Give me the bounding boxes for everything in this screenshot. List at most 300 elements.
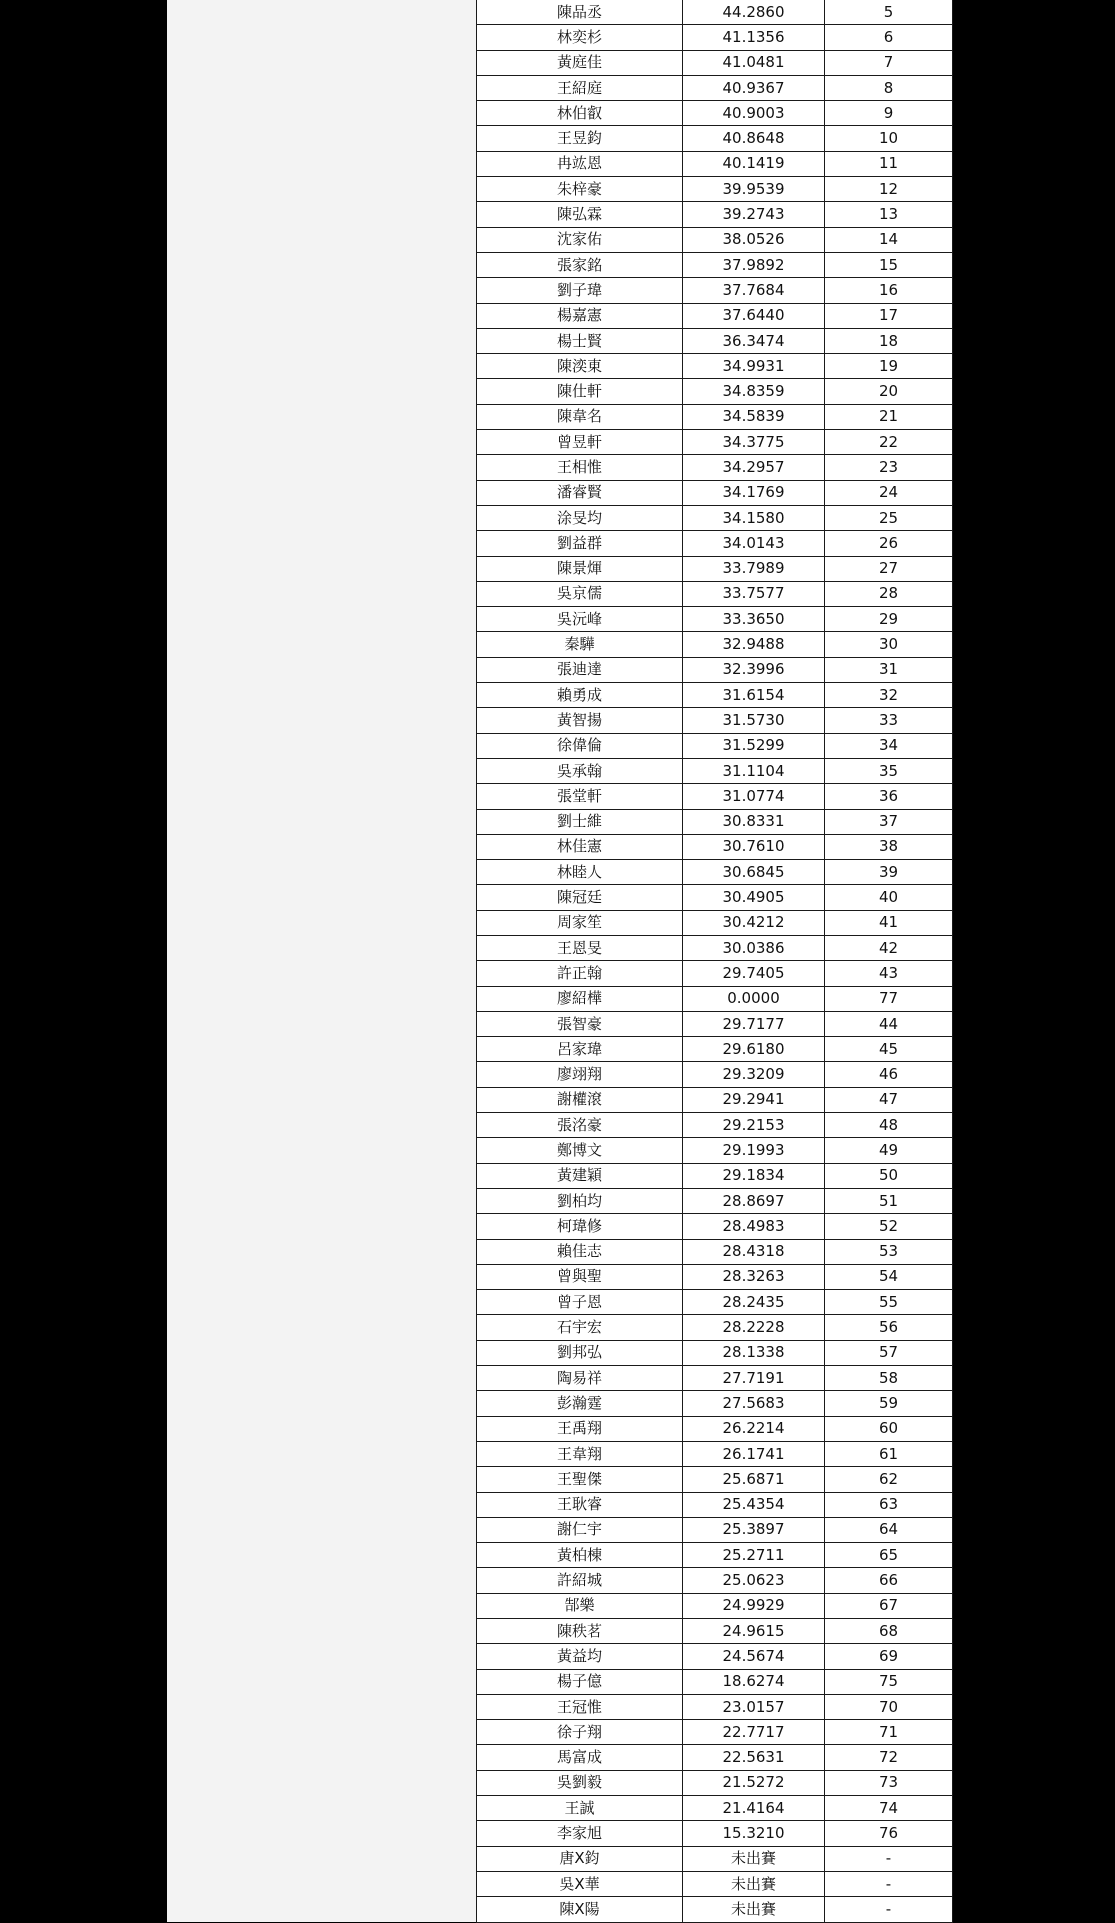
player-name-cell: 曾子恩 <box>477 1290 683 1315</box>
rank-cell: 43 <box>825 961 953 986</box>
rank-cell: 36 <box>825 784 953 809</box>
player-name-cell: 李家旭 <box>477 1821 683 1846</box>
table-row <box>477 1720 953 1745</box>
rank-cell: 58 <box>825 1366 953 1391</box>
player-name-cell: 劉邦弘 <box>477 1340 683 1365</box>
rank-cell: 23 <box>825 455 953 480</box>
rank-cell: 32 <box>825 683 953 708</box>
score-cell: 34.1769 <box>683 480 825 505</box>
player-name-cell: 陳秩茗 <box>477 1619 683 1644</box>
player-name-cell: 林睦人 <box>477 860 683 885</box>
score-cell: 44.2860 <box>683 0 825 25</box>
table-row <box>477 1239 953 1264</box>
table-row <box>477 885 953 910</box>
player-name-cell: 陳景煇 <box>477 556 683 581</box>
score-cell: 28.2435 <box>683 1290 825 1315</box>
table-row <box>477 1821 953 1846</box>
rank-cell: 18 <box>825 328 953 353</box>
table-row <box>477 101 953 126</box>
player-name-cell: 劉士維 <box>477 809 683 834</box>
player-name-cell: 陳湙東 <box>477 354 683 379</box>
table-row <box>477 834 953 859</box>
table-row <box>477 784 953 809</box>
score-cell: 34.2957 <box>683 455 825 480</box>
table-row <box>477 1593 953 1618</box>
rank-cell: 33 <box>825 708 953 733</box>
player-name-cell: 周家笙 <box>477 910 683 935</box>
score-cell: 15.3210 <box>683 1821 825 1846</box>
table-row <box>477 1568 953 1593</box>
rank-cell: 65 <box>825 1543 953 1568</box>
table-row <box>477 1290 953 1315</box>
rank-cell: 63 <box>825 1492 953 1517</box>
score-cell: 25.3897 <box>683 1517 825 1542</box>
table-row <box>477 177 953 202</box>
rank-cell: 40 <box>825 885 953 910</box>
rank-cell: 59 <box>825 1391 953 1416</box>
rank-cell: 30 <box>825 632 953 657</box>
rank-cell: 25 <box>825 505 953 530</box>
rank-cell: 66 <box>825 1568 953 1593</box>
table-row <box>477 1669 953 1694</box>
table-row <box>477 1492 953 1517</box>
score-cell: 26.2214 <box>683 1416 825 1441</box>
table-row <box>477 860 953 885</box>
score-cell: 32.9488 <box>683 632 825 657</box>
table-row <box>477 581 953 606</box>
table-row <box>477 1796 953 1821</box>
rank-cell: 76 <box>825 1821 953 1846</box>
player-name-cell: 賴勇成 <box>477 683 683 708</box>
rank-cell: 68 <box>825 1619 953 1644</box>
player-name-cell: 潘睿賢 <box>477 480 683 505</box>
table-row <box>477 1391 953 1416</box>
player-name-cell: 張家銘 <box>477 252 683 277</box>
table-row <box>477 1871 953 1896</box>
player-name-cell: 黃建穎 <box>477 1163 683 1188</box>
score-cell: 31.1104 <box>683 758 825 783</box>
player-name-cell: 楊士賢 <box>477 328 683 353</box>
rank-cell: 42 <box>825 935 953 960</box>
score-cell: 25.2711 <box>683 1543 825 1568</box>
rank-cell: 7 <box>825 50 953 75</box>
score-cell: 28.4318 <box>683 1239 825 1264</box>
rank-cell: 35 <box>825 758 953 783</box>
player-name-cell: 陳弘霖 <box>477 202 683 227</box>
rank-cell: - <box>825 1846 953 1871</box>
player-name-cell: 黃益均 <box>477 1644 683 1669</box>
table-row <box>477 252 953 277</box>
rank-cell: 49 <box>825 1138 953 1163</box>
rank-cell: 74 <box>825 1796 953 1821</box>
table-row <box>477 379 953 404</box>
player-name-cell: 劉柏均 <box>477 1188 683 1213</box>
score-cell: 33.7577 <box>683 581 825 606</box>
score-cell: 37.7684 <box>683 278 825 303</box>
score-cell: 29.3209 <box>683 1062 825 1087</box>
player-name-cell: 張迪達 <box>477 657 683 682</box>
rank-cell: 16 <box>825 278 953 303</box>
rank-cell: 50 <box>825 1163 953 1188</box>
score-cell: 23.0157 <box>683 1694 825 1719</box>
player-name-cell: 王韋翔 <box>477 1441 683 1466</box>
table-row <box>477 126 953 151</box>
score-cell: 28.8697 <box>683 1188 825 1213</box>
score-cell: 34.0143 <box>683 531 825 556</box>
table-row <box>477 278 953 303</box>
table-body <box>477 0 953 1922</box>
score-cell: 28.2228 <box>683 1315 825 1340</box>
score-cell: 30.8331 <box>683 809 825 834</box>
table-row <box>477 683 953 708</box>
table-row <box>477 1770 953 1795</box>
player-name-cell: 陳冠廷 <box>477 885 683 910</box>
table-row <box>477 758 953 783</box>
player-name-cell: 冉竑恩 <box>477 151 683 176</box>
rank-cell: 6 <box>825 25 953 50</box>
score-cell: 21.5272 <box>683 1770 825 1795</box>
score-cell: 29.1834 <box>683 1163 825 1188</box>
table-row <box>477 505 953 530</box>
player-name-cell: 吳劉毅 <box>477 1770 683 1795</box>
score-cell: 32.3996 <box>683 657 825 682</box>
rank-cell: 9 <box>825 101 953 126</box>
player-name-cell: 許紹城 <box>477 1568 683 1593</box>
rank-cell: 72 <box>825 1745 953 1770</box>
score-cell: 29.2153 <box>683 1113 825 1138</box>
score-cell: 30.0386 <box>683 935 825 960</box>
score-cell: 34.5839 <box>683 404 825 429</box>
player-name-cell: 林佳憲 <box>477 834 683 859</box>
table-row <box>477 733 953 758</box>
score-cell: 29.6180 <box>683 1037 825 1062</box>
table-row <box>477 1897 953 1922</box>
table-row <box>477 50 953 75</box>
player-name-cell: 王耿睿 <box>477 1492 683 1517</box>
player-name-cell: 楊子億 <box>477 1669 683 1694</box>
rank-cell: 57 <box>825 1340 953 1365</box>
score-cell: 40.9367 <box>683 75 825 100</box>
table-row <box>477 151 953 176</box>
player-name-cell: 彭瀚霆 <box>477 1391 683 1416</box>
table-row <box>477 1087 953 1112</box>
score-cell: 30.6845 <box>683 860 825 885</box>
rank-cell: 54 <box>825 1264 953 1289</box>
rank-cell: 70 <box>825 1694 953 1719</box>
table-row <box>477 607 953 632</box>
rank-cell: 31 <box>825 657 953 682</box>
table-row <box>477 961 953 986</box>
score-cell: 40.8648 <box>683 126 825 151</box>
table-row <box>477 986 953 1011</box>
player-name-cell: 呂家瑋 <box>477 1037 683 1062</box>
score-cell: 24.9929 <box>683 1593 825 1618</box>
player-name-cell: 張智豪 <box>477 1011 683 1036</box>
player-name-cell: 黃智揚 <box>477 708 683 733</box>
score-cell: 34.3775 <box>683 430 825 455</box>
player-name-cell: 吳承翰 <box>477 758 683 783</box>
rank-cell: 64 <box>825 1517 953 1542</box>
score-cell: 29.1993 <box>683 1138 825 1163</box>
table-row <box>477 1694 953 1719</box>
table-row <box>477 1366 953 1391</box>
score-cell: 41.1356 <box>683 25 825 50</box>
table-row <box>477 1113 953 1138</box>
rank-cell: 10 <box>825 126 953 151</box>
score-cell: 0.0000 <box>683 986 825 1011</box>
rank-cell: - <box>825 1897 953 1922</box>
rank-cell: 52 <box>825 1214 953 1239</box>
score-cell: 30.4905 <box>683 885 825 910</box>
score-cell: 33.3650 <box>683 607 825 632</box>
rank-cell: 24 <box>825 480 953 505</box>
table-row <box>477 1619 953 1644</box>
score-cell: 40.9003 <box>683 101 825 126</box>
rank-cell: 53 <box>825 1239 953 1264</box>
table-row <box>477 404 953 429</box>
player-name-cell: 王禹翔 <box>477 1416 683 1441</box>
player-name-cell: 石宇宏 <box>477 1315 683 1340</box>
score-cell: 37.9892 <box>683 252 825 277</box>
rank-cell: 77 <box>825 986 953 1011</box>
player-name-cell: 謝權滾 <box>477 1087 683 1112</box>
score-cell: 29.7405 <box>683 961 825 986</box>
table-row <box>477 632 953 657</box>
rank-cell: 5 <box>825 0 953 25</box>
score-cell: 34.9931 <box>683 354 825 379</box>
score-cell: 37.6440 <box>683 303 825 328</box>
rank-cell: 13 <box>825 202 953 227</box>
table-row <box>477 328 953 353</box>
player-name-cell: 廖紹樺 <box>477 986 683 1011</box>
player-name-cell: 唐X鈞 <box>477 1846 683 1871</box>
score-cell: 24.5674 <box>683 1644 825 1669</box>
player-name-cell: 王恩旻 <box>477 935 683 960</box>
score-cell: 39.9539 <box>683 177 825 202</box>
player-name-cell: 王昱鈞 <box>477 126 683 151</box>
score-cell: 28.4983 <box>683 1214 825 1239</box>
table-row <box>477 531 953 556</box>
score-cell: 34.8359 <box>683 379 825 404</box>
score-cell: 30.7610 <box>683 834 825 859</box>
player-name-cell: 劉益群 <box>477 531 683 556</box>
ranking-table <box>476 0 953 1923</box>
rank-cell: 67 <box>825 1593 953 1618</box>
rank-cell: 27 <box>825 556 953 581</box>
player-name-cell: 林伯叡 <box>477 101 683 126</box>
score-cell: 33.7989 <box>683 556 825 581</box>
score-cell: 28.1338 <box>683 1340 825 1365</box>
score-cell: 24.9615 <box>683 1619 825 1644</box>
table-row <box>477 354 953 379</box>
score-cell: 31.5730 <box>683 708 825 733</box>
rank-cell: 55 <box>825 1290 953 1315</box>
rank-cell: 21 <box>825 404 953 429</box>
table-row <box>477 0 953 25</box>
player-name-cell: 陳X陽 <box>477 1897 683 1922</box>
rank-cell: 47 <box>825 1087 953 1112</box>
player-name-cell: 柯瑋修 <box>477 1214 683 1239</box>
rank-cell: 41 <box>825 910 953 935</box>
rank-cell: 44 <box>825 1011 953 1036</box>
player-name-cell: 陳韋名 <box>477 404 683 429</box>
table-row <box>477 910 953 935</box>
player-name-cell: 張堂軒 <box>477 784 683 809</box>
table-row <box>477 1543 953 1568</box>
player-name-cell: 楊嘉憲 <box>477 303 683 328</box>
rank-cell: 60 <box>825 1416 953 1441</box>
rank-cell: 69 <box>825 1644 953 1669</box>
rank-cell: 75 <box>825 1669 953 1694</box>
table-row <box>477 75 953 100</box>
rank-cell: 17 <box>825 303 953 328</box>
table-row <box>477 1011 953 1036</box>
player-name-cell: 林奕杉 <box>477 25 683 50</box>
rank-cell: 8 <box>825 75 953 100</box>
score-cell: 21.4164 <box>683 1796 825 1821</box>
player-name-cell: 馬富成 <box>477 1745 683 1770</box>
score-cell: 25.4354 <box>683 1492 825 1517</box>
player-name-cell: 陳品丞 <box>477 0 683 25</box>
table-row <box>477 303 953 328</box>
rank-cell: 73 <box>825 1770 953 1795</box>
table-row <box>477 935 953 960</box>
player-name-cell: 徐偉倫 <box>477 733 683 758</box>
score-cell: 未出賽 <box>683 1846 825 1871</box>
score-cell: 41.0481 <box>683 50 825 75</box>
rank-cell: 37 <box>825 809 953 834</box>
rank-cell: 62 <box>825 1467 953 1492</box>
player-name-cell: 黃柏棟 <box>477 1543 683 1568</box>
rank-cell: 12 <box>825 177 953 202</box>
score-cell: 22.7717 <box>683 1720 825 1745</box>
player-name-cell: 涂旻均 <box>477 505 683 530</box>
score-cell: 31.6154 <box>683 683 825 708</box>
table-row <box>477 25 953 50</box>
player-name-cell: 吳X華 <box>477 1871 683 1896</box>
table-row <box>477 1467 953 1492</box>
score-cell: 18.6274 <box>683 1669 825 1694</box>
score-cell: 34.1580 <box>683 505 825 530</box>
score-cell: 29.7177 <box>683 1011 825 1036</box>
player-name-cell: 吳京儒 <box>477 581 683 606</box>
table-row <box>477 1745 953 1770</box>
score-cell: 40.1419 <box>683 151 825 176</box>
player-name-cell: 王相惟 <box>477 455 683 480</box>
table-row <box>477 1163 953 1188</box>
player-name-cell: 陶易祥 <box>477 1366 683 1391</box>
table-row <box>477 1517 953 1542</box>
rank-cell: 19 <box>825 354 953 379</box>
rank-cell: 26 <box>825 531 953 556</box>
rank-cell: 22 <box>825 430 953 455</box>
player-name-cell: 謝仁宇 <box>477 1517 683 1542</box>
player-name-cell: 廖翊翔 <box>477 1062 683 1087</box>
player-name-cell: 劉子瑋 <box>477 278 683 303</box>
rank-cell: 14 <box>825 227 953 252</box>
table-row <box>477 227 953 252</box>
table-row <box>477 1037 953 1062</box>
table-row <box>477 708 953 733</box>
rank-cell: 51 <box>825 1188 953 1213</box>
rank-cell: 29 <box>825 607 953 632</box>
score-cell: 38.0526 <box>683 227 825 252</box>
player-name-cell: 王聖傑 <box>477 1467 683 1492</box>
score-cell: 未出賽 <box>683 1871 825 1896</box>
player-name-cell: 郜樂 <box>477 1593 683 1618</box>
table-row <box>477 480 953 505</box>
score-cell: 25.6871 <box>683 1467 825 1492</box>
table-row <box>477 1644 953 1669</box>
score-cell: 31.5299 <box>683 733 825 758</box>
player-name-cell: 張洺豪 <box>477 1113 683 1138</box>
rank-cell: 56 <box>825 1315 953 1340</box>
rank-cell: 15 <box>825 252 953 277</box>
rank-cell: 28 <box>825 581 953 606</box>
table-row <box>477 657 953 682</box>
table-row <box>477 1188 953 1213</box>
player-name-cell: 王紹庭 <box>477 75 683 100</box>
table-row <box>477 1416 953 1441</box>
rank-cell: 34 <box>825 733 953 758</box>
score-cell: 31.0774 <box>683 784 825 809</box>
player-name-cell: 秦驊 <box>477 632 683 657</box>
player-name-cell: 王冠惟 <box>477 1694 683 1719</box>
table-row <box>477 430 953 455</box>
player-name-cell: 王誠 <box>477 1796 683 1821</box>
score-cell: 28.3263 <box>683 1264 825 1289</box>
player-name-cell: 賴佳志 <box>477 1239 683 1264</box>
table-row <box>477 1846 953 1871</box>
score-cell: 27.7191 <box>683 1366 825 1391</box>
table-row <box>477 202 953 227</box>
player-name-cell: 吳沅峰 <box>477 607 683 632</box>
table-row <box>477 1138 953 1163</box>
rank-cell: - <box>825 1871 953 1896</box>
rank-cell: 39 <box>825 860 953 885</box>
score-cell: 39.2743 <box>683 202 825 227</box>
score-cell: 22.5631 <box>683 1745 825 1770</box>
score-cell: 26.1741 <box>683 1441 825 1466</box>
player-name-cell: 黃庭佳 <box>477 50 683 75</box>
player-name-cell: 陳仕軒 <box>477 379 683 404</box>
player-name-cell: 許正翰 <box>477 961 683 986</box>
table-row <box>477 1340 953 1365</box>
rank-cell: 20 <box>825 379 953 404</box>
score-cell: 未出賽 <box>683 1897 825 1922</box>
table-row <box>477 1062 953 1087</box>
score-cell: 27.5683 <box>683 1391 825 1416</box>
rank-cell: 38 <box>825 834 953 859</box>
rank-cell: 61 <box>825 1441 953 1466</box>
score-cell: 30.4212 <box>683 910 825 935</box>
table-row <box>477 809 953 834</box>
table-row <box>477 556 953 581</box>
rank-cell: 46 <box>825 1062 953 1087</box>
score-cell: 36.3474 <box>683 328 825 353</box>
score-cell: 25.0623 <box>683 1568 825 1593</box>
rank-cell: 48 <box>825 1113 953 1138</box>
player-name-cell: 曾與聖 <box>477 1264 683 1289</box>
player-name-cell: 朱梓豪 <box>477 177 683 202</box>
player-name-cell: 曾昱軒 <box>477 430 683 455</box>
rank-cell: 71 <box>825 1720 953 1745</box>
table-row <box>477 1214 953 1239</box>
player-name-cell: 徐子翔 <box>477 1720 683 1745</box>
rank-cell: 45 <box>825 1037 953 1062</box>
table-row <box>477 1441 953 1466</box>
table-row <box>477 1264 953 1289</box>
